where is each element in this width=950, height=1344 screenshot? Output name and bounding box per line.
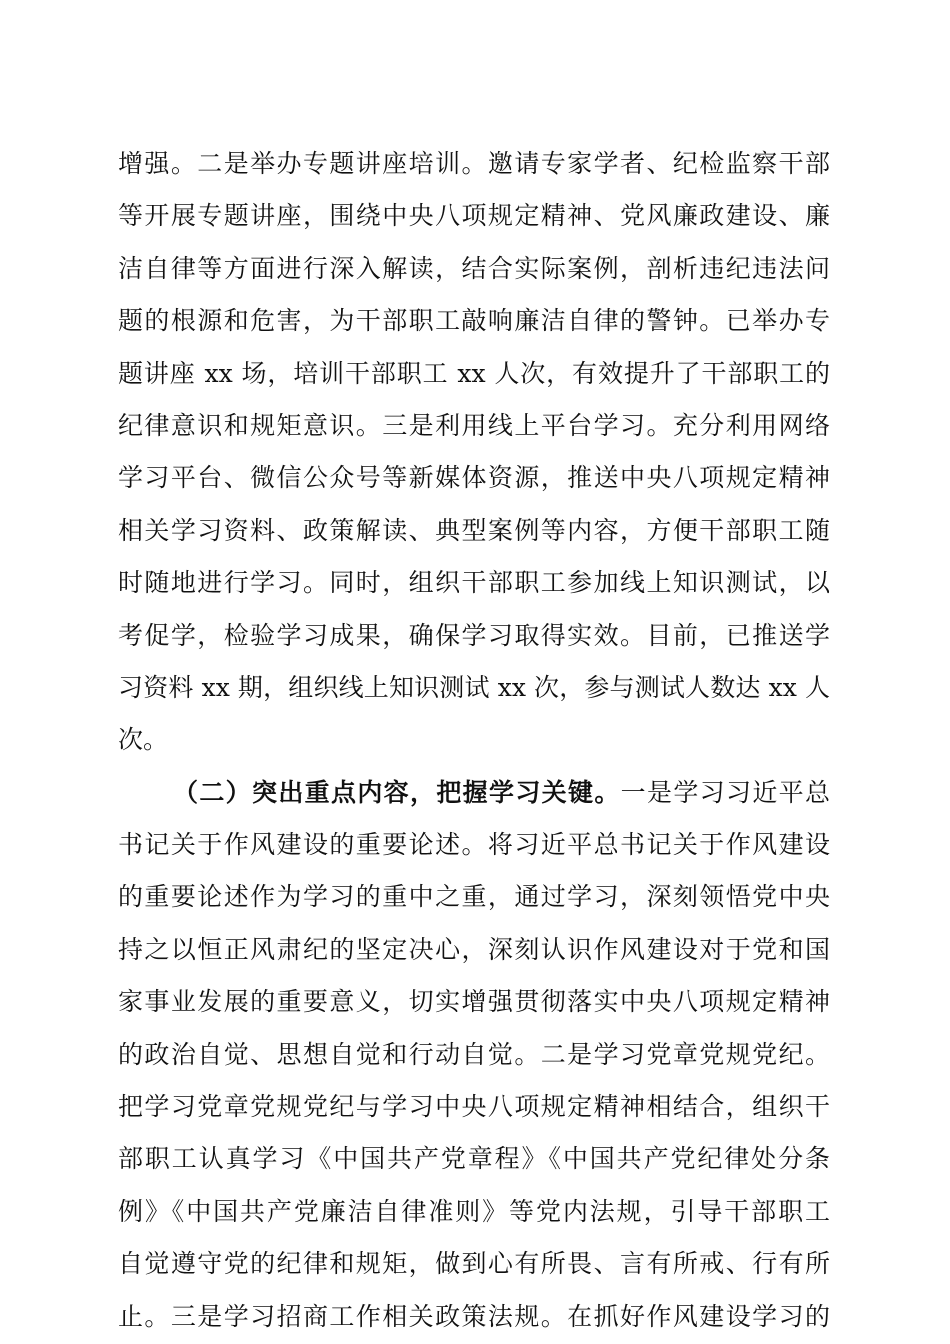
text-line (118, 767, 830, 819)
text-line: 增强。二是举办专题讲座培训。邀请专家学者、纪检监察干部 (118, 149, 830, 178)
text-line: 考促学，检验学习成果，确保学习取得实效。目前，已推送学 (118, 620, 830, 650)
document-body (118, 138, 830, 1343)
paragraph-1 (118, 138, 830, 767)
text-line: 时随地进行学习。同时，组织干部职工参加线上知识测试，以 (118, 568, 830, 598)
text-line: 相关学习资料、政策解读、典型案例等内容，方便干部职工随 (118, 515, 830, 545)
text-line: 自觉遵守党的纪律和规矩，做到心有所畏、言有所戒、行有所 (118, 1249, 830, 1279)
text-line: 止。三是学习招商工作相关政策法规。在抓好作风建设学习的 (118, 1301, 830, 1331)
text-line: 习资料 xx 期，组织线上知识测试 xx 次，参与测试人数达 xx 人 (118, 672, 830, 702)
section-heading: （二）突出重点内容，把握学习关键。 (173, 777, 621, 807)
text-line: 洁自律等方面进行深入解读，结合实际案例，剖析违纪违法问 (118, 253, 830, 283)
text-line: 把学习党章党规党纪与学习中央八项规定精神相结合，组织干 (118, 1092, 830, 1122)
text-line: 的政治自觉、思想自觉和行动自觉。二是学习党章党规党纪。 (118, 1039, 830, 1069)
text-line: 持之以恒正风肃纪的坚定决心，深刻认识作风建设对于党和国 (118, 934, 830, 964)
text-line: 题的根源和危害，为干部职工敲响廉洁自律的警钟。已举办专 (118, 306, 830, 336)
text-line: 例》《中国共产党廉洁自律准则》等党内法规，引导干部职工 (118, 1196, 830, 1226)
paragraph-2 (118, 767, 830, 1343)
text-line: 家事业发展的重要意义，切实增强贯彻落实中央八项规定精神 (118, 987, 830, 1017)
text-line: 的重要论述作为学习的重中之重，通过学习，深刻领悟党中央 (118, 882, 830, 912)
text-line: 等开展专题讲座，围绕中央八项规定精神、党风廉政建设、廉 (118, 201, 830, 231)
text-line: 部职工认真学习《中国共产党章程》《中国共产党纪律处分条 (118, 1144, 830, 1174)
text-line: 次。 (118, 725, 169, 755)
text-line: 书记关于作风建设的重要论述。将习近平总书记关于作风建设 (118, 830, 830, 860)
heading-line-text: 一是学习习近平总 (620, 777, 830, 807)
text-line: 学习平台、微信公众号等新媒体资源，推送中央八项规定精神 (118, 463, 830, 493)
text-line: 题讲座 xx 场，培训干部职工 xx 人次，有效提升了干部职工的 (118, 358, 830, 388)
text-line: 纪律意识和规矩意识。三是利用线上平台学习。充分利用网络 (118, 410, 830, 440)
